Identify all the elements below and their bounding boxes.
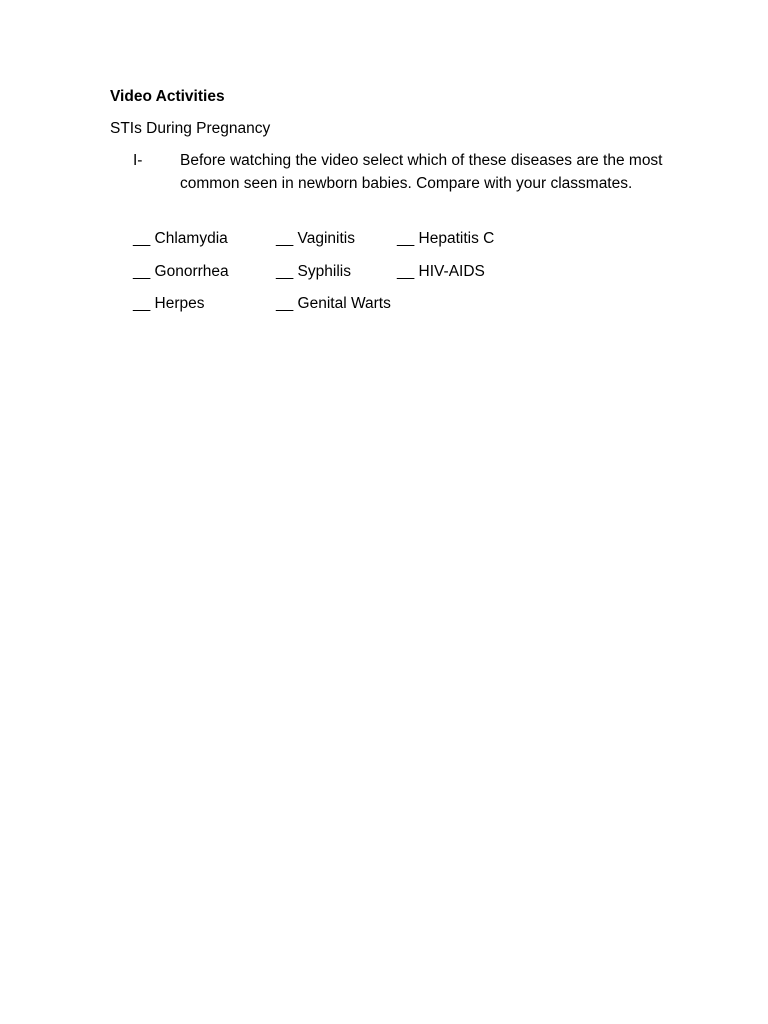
document-subheading: STIs During Pregnancy bbox=[110, 120, 271, 137]
option-row bbox=[133, 261, 633, 294]
option-hiv-aids: __ HIV-AIDS bbox=[397, 262, 485, 280]
option-row bbox=[133, 293, 633, 326]
question-marker: I- bbox=[133, 152, 143, 169]
option-herpes: __ Herpes bbox=[133, 295, 205, 312]
document-heading: Video Activities bbox=[110, 88, 225, 105]
option-gonorrhea: __ Gonorrhea bbox=[133, 262, 229, 280]
disease-options bbox=[133, 228, 633, 326]
option-vaginitis: __ Vaginitis bbox=[276, 230, 355, 247]
question-text: Before watching the video select which of these diseases are the most common seen in newborn babies. Compare with your classmates. bbox=[180, 152, 663, 192]
option-syphilis: __ Syphilis bbox=[276, 262, 351, 280]
option-chlamydia: __ Chlamydia bbox=[133, 230, 228, 247]
option-row bbox=[133, 228, 633, 261]
option-hepatitis-c: __ Hepatitis C bbox=[397, 230, 495, 247]
option-genital-warts: __ Genital Warts bbox=[276, 295, 391, 312]
